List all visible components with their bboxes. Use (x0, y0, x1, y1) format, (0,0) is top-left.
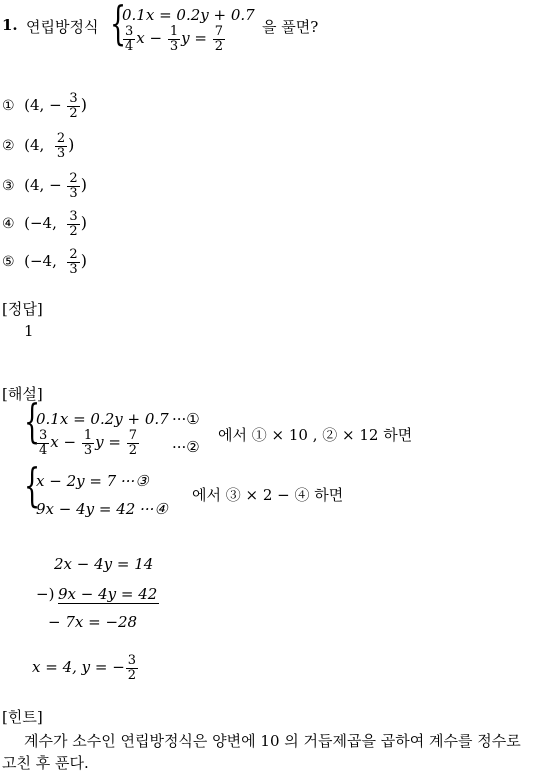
solution-tag-1: ···① (172, 410, 200, 428)
question-brace: { (110, 0, 127, 50)
question-tail: 을 풀면? (262, 18, 319, 36)
question-lead: 연립방정식 (26, 18, 99, 36)
calc-prefix: −) (36, 585, 55, 603)
solution-label: [해설] (2, 385, 43, 403)
hint-label: [힌트] (2, 708, 43, 726)
hint-line-2: 고친 후 푼다. (2, 754, 89, 772)
choice-5[interactable]: ⑤ (−4, $\frac{2}{3}$ ) (2, 247, 87, 277)
solution-result: x = 4, y = − $\frac{3}{2}$ (32, 653, 137, 683)
solution-sys2-eq1: x − 2y = 7 ···③ (36, 472, 149, 490)
calc-row-2: 9x − 4y = 42 (58, 585, 158, 603)
choice-4[interactable]: ④ (−4, $\frac{3}{2}$ ) (2, 209, 87, 239)
calc-row-3: − 7x = −28 (48, 613, 138, 631)
answer-value: 1 (24, 322, 34, 340)
hint-line-1: 계수가 소수인 연립방정식은 양변에 10 의 거듭제곱을 곱하여 계수를 정수로 (24, 732, 521, 750)
solution-note-2: 에서 ③ × 2 − ④ 하면 (192, 486, 344, 504)
question-eq1: 0.1x = 0.2y + 0.7 (122, 6, 255, 24)
calc-row-1: 2x − 4y = 14 (54, 555, 154, 573)
solution-note-1: 에서 ① × 10 , ② × 12 하면 (218, 426, 413, 444)
question-eq2: $\frac{3}{4}$ x − $\frac{1}{3}$ y = $\frac{7}{2}$ (125, 24, 224, 54)
question-number: 1. (2, 16, 18, 34)
solution-sys1-eq1: 0.1x = 0.2y + 0.7 (36, 410, 169, 428)
solution-sys1-eq2: $\frac{3}{4}$ x − $\frac{1}{3}$ y = $\frac{7}{2}$ (39, 428, 138, 458)
solution-brace-2: { (24, 458, 41, 512)
choice-3[interactable]: ③ (4, − $\frac{2}{3}$ ) (2, 171, 87, 201)
solution-sys2-eq2: 9x − 4y = 42 ···④ (36, 500, 168, 518)
solution-tag-2: ···② (172, 438, 200, 456)
solution-brace-1: { (24, 394, 41, 448)
choice-1[interactable]: ① (4, − $\frac{3}{2}$ ) (2, 91, 87, 121)
answer-label: [정답] (2, 300, 43, 318)
choice-2[interactable]: ② (4, $\frac{2}{3}$ ) (2, 131, 75, 161)
